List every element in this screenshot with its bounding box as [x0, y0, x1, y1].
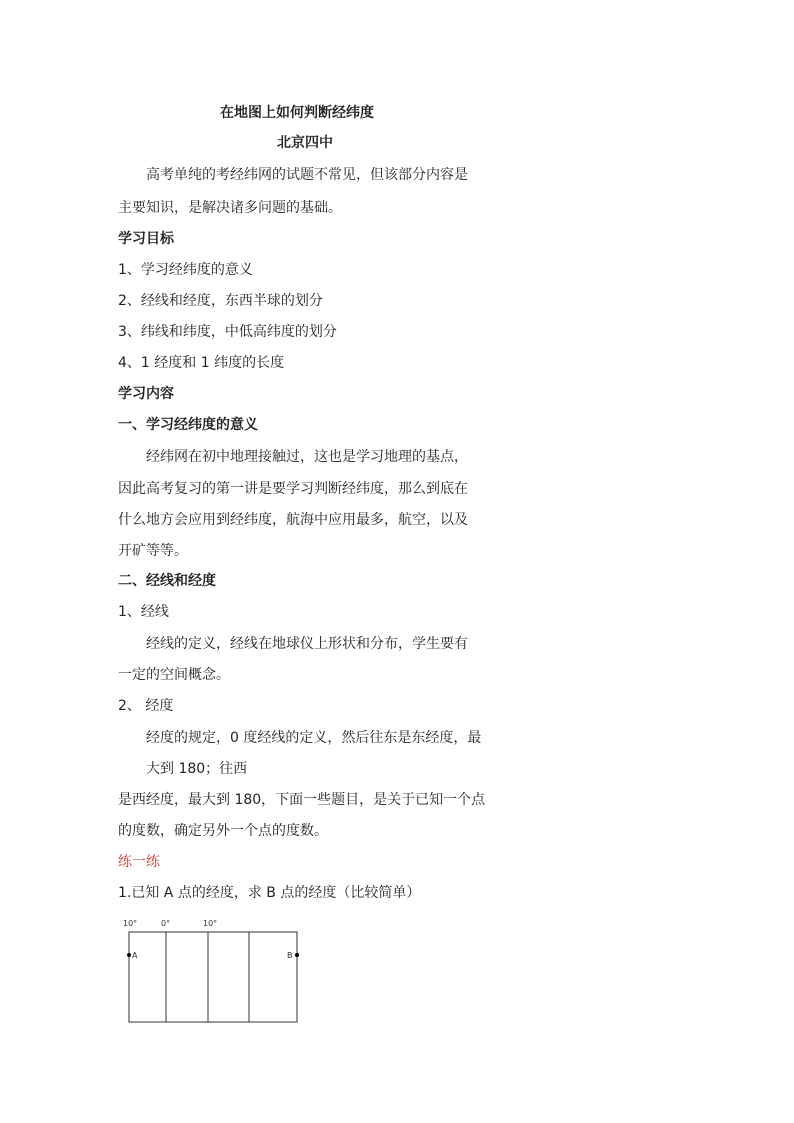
section2-sub1-para-line: 一定的空间概念。: [118, 667, 230, 683]
goals-heading: 学习目标: [118, 231, 174, 247]
section2-sub2: 2、 经度: [118, 698, 174, 714]
goal-item: 3、纬线和纬度，中低高纬度的划分: [118, 324, 337, 340]
section2-sub1: 1、经线: [118, 604, 169, 620]
intro-line-1: 高考单纯的考经纬网的试题不常见，但该部分内容是: [146, 167, 468, 183]
page-title: 在地图上如何判断经纬度: [220, 105, 374, 121]
section2-sub2-para-line: 大到 180；往西: [146, 761, 248, 777]
section2-sub2-para-line: 的度数，确定另外一个点的度数。: [118, 823, 328, 839]
intro-line-2: 主要知识，是解决诸多问题的基础。: [118, 200, 342, 216]
section2-heading: 二、经线和经度: [118, 573, 216, 589]
longitude-label-west: 10°: [123, 919, 138, 928]
question-1: 1.已知 A 点的经度，求 B 点的经度（比较简单）: [118, 885, 421, 901]
goal-item: 4、1 经度和 1 纬度的长度: [118, 355, 285, 371]
section1-para-line: 因此高考复习的第一讲是要学习判断经纬度，那么到底在: [118, 481, 468, 497]
section1-heading: 一、学习经纬度的意义: [118, 417, 258, 433]
content-heading: 学习内容: [118, 386, 174, 402]
longitude-label-zero: 0°: [161, 919, 171, 928]
author-name: 北京四中: [277, 135, 333, 151]
section1-para-line: 经纬网在初中地理接触过，这也是学习地理的基点，: [146, 449, 468, 465]
point-b-label: B: [287, 951, 293, 960]
section2-sub1-para-line: 经线的定义，经线在地球仪上形状和分布，学生要有: [146, 636, 468, 652]
section2-sub2-para-line: 是西经度，最大到 180，下面一些题目，是关于已知一个点: [118, 792, 486, 808]
section2-sub2-para-line: 经度的规定，0 度经线的定义，然后往东是东经度，最: [146, 730, 482, 746]
point-a-marker: [127, 953, 131, 957]
section1-para-line: 什么地方会应用到经纬度，航海中应用最多，航空，以及: [118, 512, 468, 528]
practice-heading: 练一练: [118, 854, 160, 870]
longitude-label-east: 10°: [203, 919, 218, 928]
longitude-grid-diagram: [118, 912, 308, 1027]
point-a-label: A: [132, 951, 138, 960]
point-b-marker: [295, 953, 299, 957]
section1-para-line: 开矿等等。: [118, 543, 188, 559]
grid-frame: [129, 932, 297, 1022]
goal-item: 1、学习经纬度的意义: [118, 262, 253, 278]
goal-item: 2、经线和经度，东西半球的划分: [118, 293, 323, 309]
